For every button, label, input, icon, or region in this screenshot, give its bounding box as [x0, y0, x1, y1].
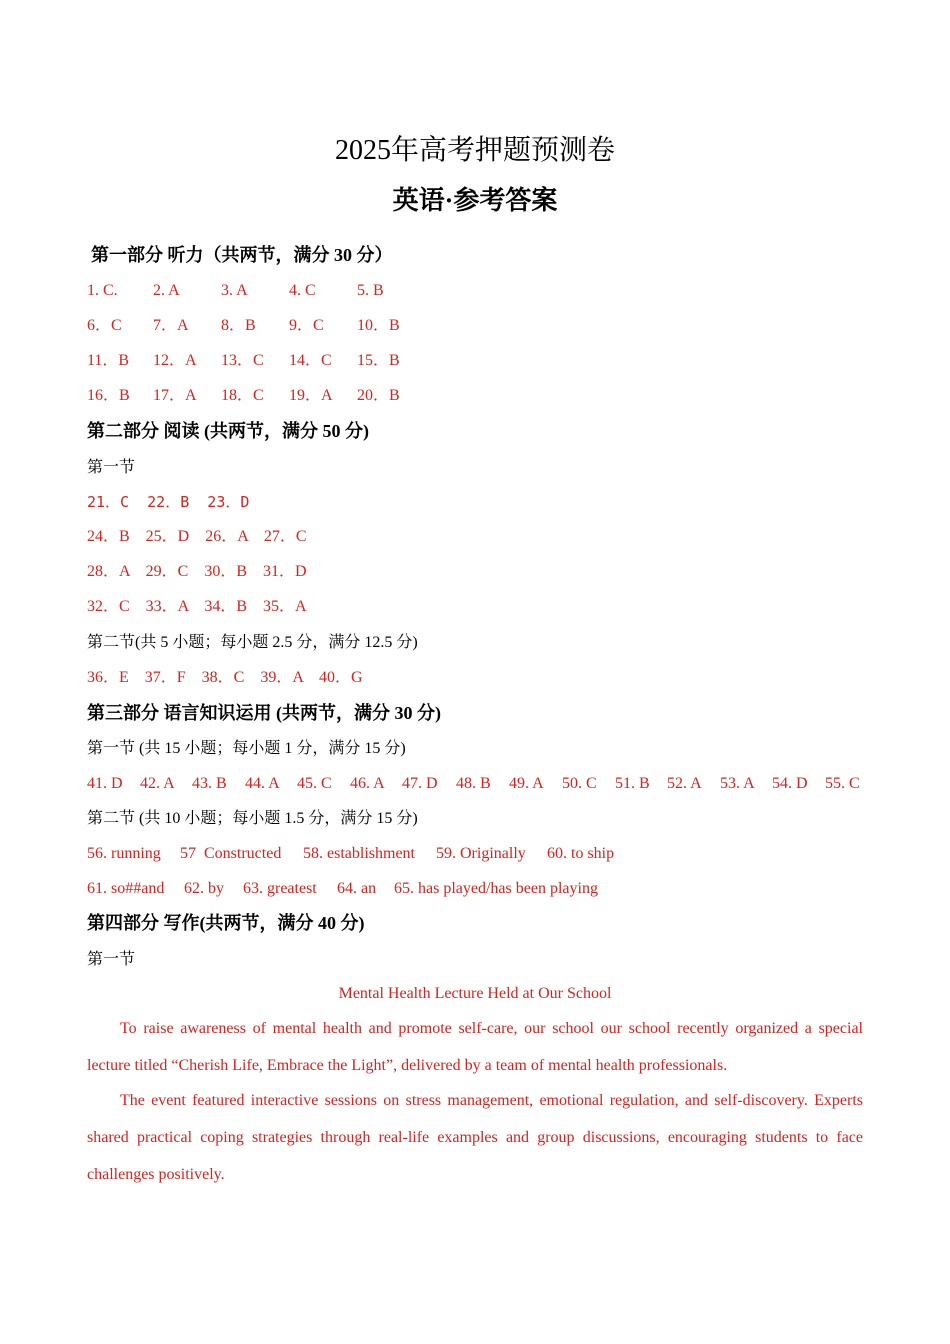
answer-52: 52. A	[667, 775, 702, 792]
answer-41: 41. D	[87, 775, 123, 792]
part1-row-3	[87, 350, 887, 372]
answer-63: 63. greatest	[243, 880, 317, 897]
answer-55: 55. C	[825, 775, 860, 792]
answer-51: 51. B	[615, 775, 650, 792]
answer-14: 14．C	[289, 352, 332, 369]
answer-45: 45. C	[297, 775, 332, 792]
part2-row-4: 32．C 33．A 34．B 35．A	[87, 598, 307, 615]
answer-18: 18．C	[221, 387, 264, 404]
part1-row-4	[87, 385, 887, 407]
part2-row-3: 28．A 29．C 30．B 31．D	[87, 563, 307, 580]
part2-row-1: 21．C 22．B 23．D	[87, 493, 250, 511]
answer-17: 17．A	[153, 387, 197, 404]
answer-46: 46. A	[350, 775, 385, 792]
answer-42: 42. A	[140, 775, 175, 792]
answer-19: 19．A	[289, 387, 333, 404]
answer-13: 13．C	[221, 352, 264, 369]
answer-9: 9．C	[289, 317, 324, 334]
answer-1: 1. C.	[87, 282, 118, 299]
answer-20: 20．B	[357, 387, 400, 404]
answer-5: 5. B	[357, 282, 384, 299]
answer-15: 15．B	[357, 352, 400, 369]
part3-row-b	[87, 878, 887, 900]
part1-heading: 第一部分 听力（共两节，满分 30 分）	[91, 245, 393, 265]
answer-7: 7．A	[153, 317, 189, 334]
answer-2: 2. A	[153, 282, 180, 299]
answer-16: 16．B	[87, 387, 130, 404]
answer-57: 57 Constructed	[180, 845, 282, 862]
answer-11: 11．B	[87, 352, 130, 369]
part3-heading: 第三部分 语言知识运用 (共两节，满分 30 分)	[87, 703, 441, 723]
essay-title: Mental Health Lecture Held at Our School	[338, 985, 612, 1002]
answer-8: 8．B	[221, 317, 256, 334]
part1-row-1	[87, 280, 887, 302]
part2-row-5: 36．E 37．F 38．C 39．A 40．G	[87, 669, 363, 686]
part3-answers-row	[87, 773, 867, 795]
answer-54: 54. D	[772, 775, 808, 792]
essay-paragraph-1: To raise awareness of mental health and promote self-care, our school our school recently organized a special lecture titled “Cherish Life, Embrace the Light”, delivered by a team of mental health professionals.	[87, 1020, 863, 1074]
answer-61: 61. so##and	[87, 880, 165, 897]
part2-section1-label: 第一节	[87, 459, 136, 476]
answer-48: 48. B	[456, 775, 491, 792]
answer-60: 60. to ship	[547, 845, 615, 862]
part2-heading: 第二部分 阅读 (共两节，满分 50 分)	[87, 421, 369, 441]
part3-section2-label: 第二节 (共 10 小题；每小题 1.5 分，满分 15 分)	[87, 810, 418, 827]
answer-6: 6．C	[87, 317, 122, 334]
answer-59: 59. Originally	[436, 845, 526, 862]
part3-row-a	[87, 843, 887, 865]
answer-65: 65. has played/has been playing	[394, 880, 598, 897]
answer-4: 4. C	[289, 282, 316, 299]
essay-paragraph-2: The event featured interactive sessions on stress management, emotional regulation, and self-discovery. Experts shared practical coping strategies through real-life examples and group discussions, encouraging students to face challenges positively.	[87, 1092, 863, 1183]
part2-row-2: 24．B 25．D 26．A 27．C	[87, 528, 307, 545]
answer-53: 53. A	[720, 775, 755, 792]
answer-43: 43. B	[192, 775, 227, 792]
answer-12: 12．A	[153, 352, 197, 369]
part4-heading: 第四部分 写作(共两节，满分 40 分)	[87, 913, 365, 933]
answer-62: 62. by	[184, 880, 224, 897]
answer-58: 58. establishment	[303, 845, 415, 862]
part4-section1-label: 第一节	[87, 951, 136, 968]
answer-47: 47. D	[402, 775, 438, 792]
part3-section1-label: 第一节 (共 15 小题；每小题 1 分，满分 15 分)	[87, 740, 406, 757]
answer-64: 64. an	[337, 880, 377, 897]
answer-50: 50. C	[562, 775, 597, 792]
answer-44: 44. A	[245, 775, 280, 792]
part2-section2-label: 第二节(共 5 小题；每小题 2.5 分，满分 12.5 分)	[87, 634, 418, 651]
answer-10: 10．B	[357, 317, 400, 334]
exam-title: 2025年高考押题预测卷	[334, 135, 615, 166]
exam-subtitle: 英语·参考答案	[392, 186, 558, 215]
part1-row-2	[87, 315, 887, 337]
answer-3: 3. A	[221, 282, 248, 299]
answer-56: 56. running	[87, 845, 161, 862]
answer-49: 49. A	[509, 775, 544, 792]
